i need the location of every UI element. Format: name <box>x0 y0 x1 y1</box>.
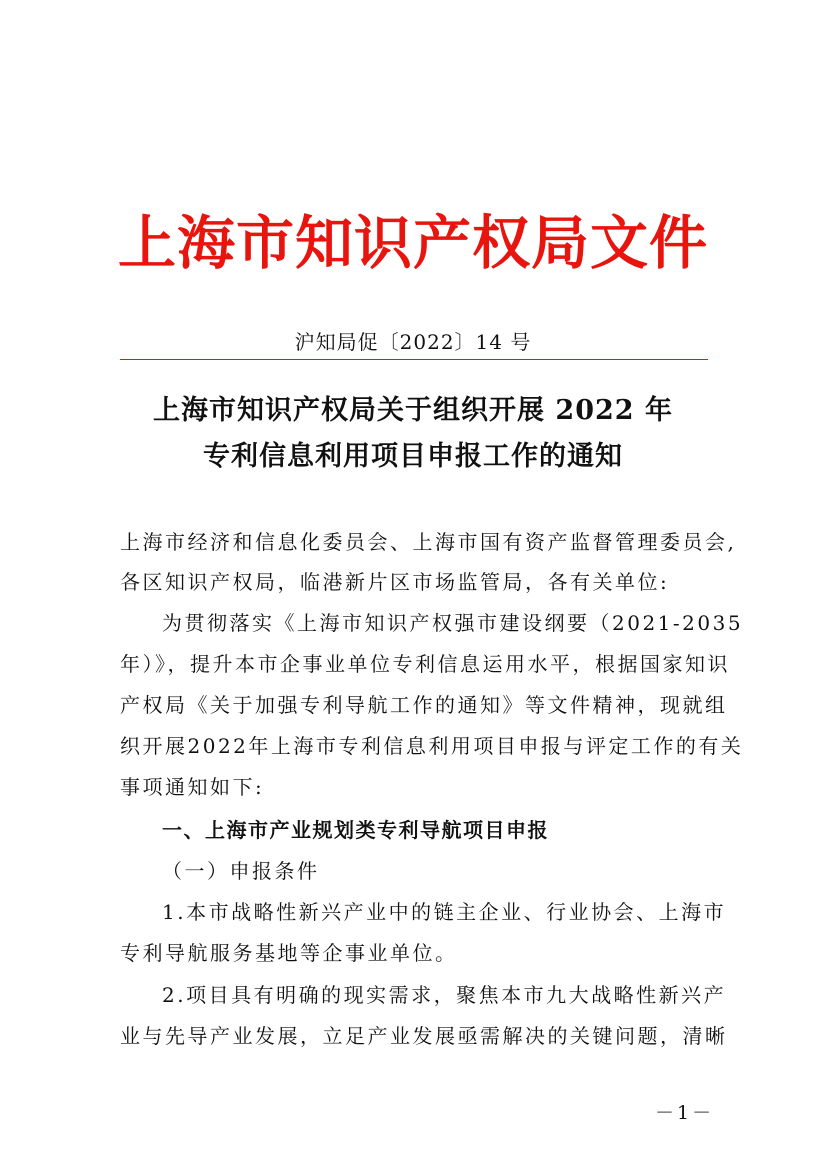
page-number: －1－ <box>655 1102 715 1124</box>
subsection-1-heading: （一）申报条件 <box>162 859 320 883</box>
intro-paragraph-line-3: 产权局《关于加强专利导航工作的通知》等文件精神，现就组 <box>120 693 728 717</box>
intro-paragraph-line-5: 事项通知如下: <box>120 775 265 799</box>
recipients-line-2: 各区知识产权局，临港新片区市场监管局，各有关单位: <box>120 570 670 594</box>
notice-title-line-2: 专利信息利用项目申报工作的通知 <box>203 441 623 472</box>
notice-title-line-1: 上海市知识产权局关于组织开展 2022 年 <box>153 395 673 426</box>
section-1-heading: 一、上海市产业规划类专利导航项目申报 <box>162 818 549 842</box>
document-number: 沪知局促〔2022〕14 号 <box>294 330 532 354</box>
item-1-line-2: 专利导航服务基地等企事业单位。 <box>120 941 458 965</box>
item-2-line-2: 业与先导产业发展，立足产业发展亟需解决的关键问题，清晰 <box>120 1024 728 1048</box>
intro-paragraph-line-4: 织开展2022年上海市专利信息利用项目申报与评定工作的有关 <box>120 734 744 758</box>
issuer-title: 上海市知识产权局文件 <box>117 209 708 277</box>
item-1-line-1: 1.本市战略性新兴产业中的链主企业、行业协会、上海市 <box>162 900 727 924</box>
red-divider <box>120 359 708 360</box>
recipients-line-1: 上海市经济和信息化委员会、上海市国有资产监督管理委员会, <box>120 530 737 554</box>
item-2-line-1: 2.项目具有明确的现实需求，聚焦本市九大战略性新兴产 <box>162 983 727 1007</box>
intro-paragraph-line-2: 年）》，提升本市企事业单位专利信息运用水平，根据国家知识 <box>120 652 730 676</box>
intro-paragraph-line-1: 为贯彻落实《上海市知识产权强市建设纲要（2021-2035 <box>162 611 744 635</box>
